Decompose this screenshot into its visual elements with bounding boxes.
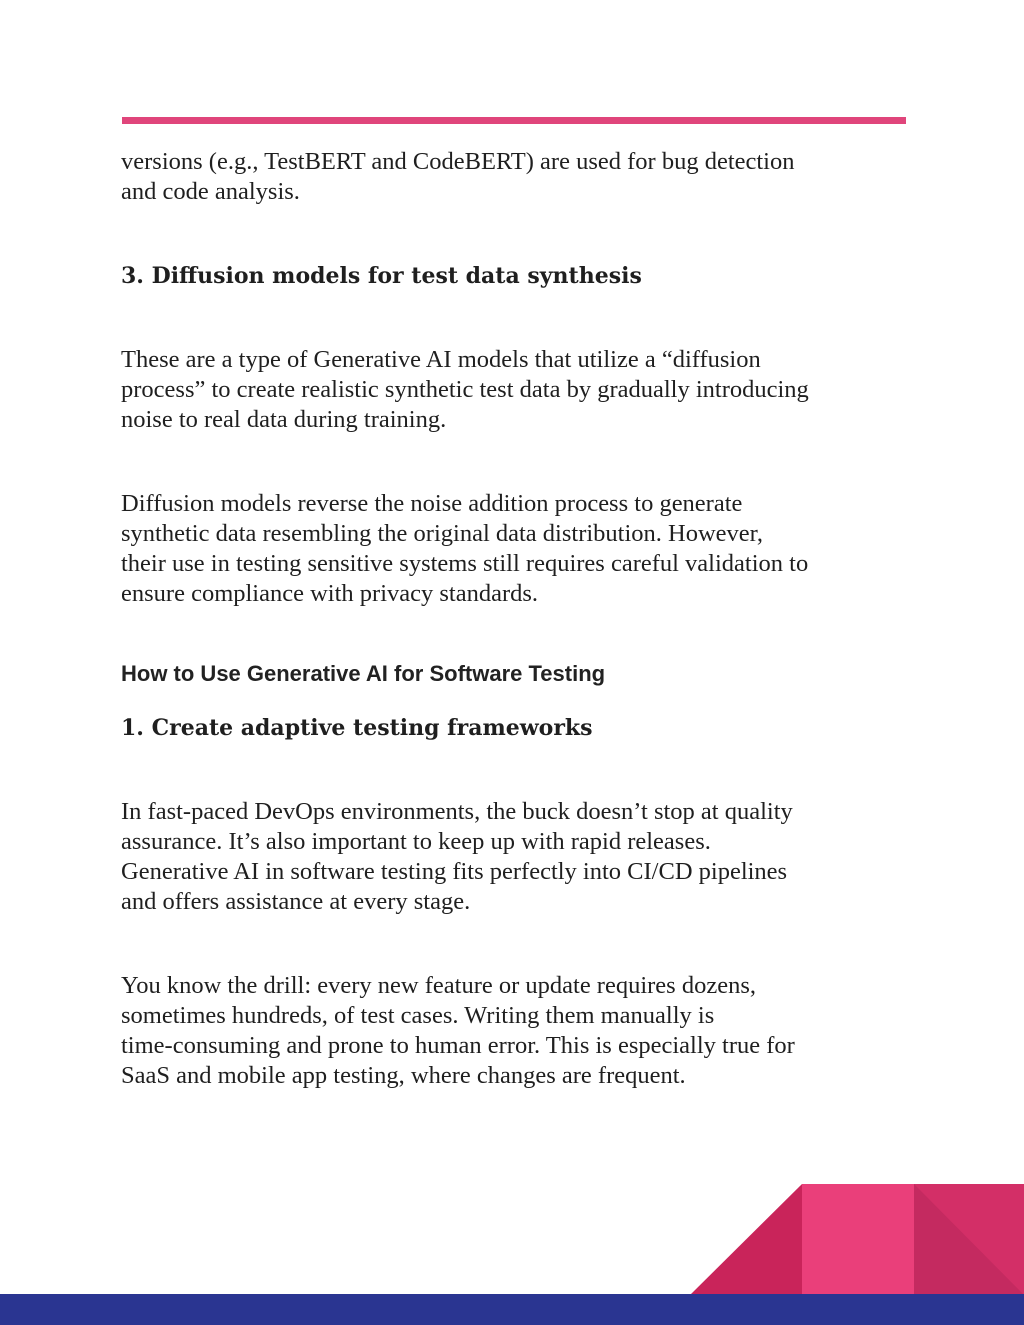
paragraph-line: time-consuming and prone to human error. This is especially true for — [121, 1032, 795, 1059]
paragraph-line: sometimes hundreds, of test cases. Writing them manually is — [121, 1002, 715, 1029]
paragraph-line: In fast-paced DevOps environments, the buck doesn’t stop at quality — [121, 798, 793, 825]
intro-paragraph — [121, 147, 906, 207]
paragraph-line: ensure compliance with privacy standards. — [121, 580, 539, 607]
section-3-paragraph-2 — [121, 489, 906, 609]
subsection-1-heading: 1. Create adaptive testing frameworks — [121, 715, 593, 741]
section-3-paragraph-1 — [121, 345, 906, 435]
intro-line: and code analysis. — [121, 178, 300, 205]
footer-band — [0, 1294, 1024, 1325]
section-3-heading: 3. Diffusion models for test data synthesis — [121, 263, 642, 289]
corner-decoration — [690, 1184, 1024, 1295]
paragraph-line: synthetic data resembling the original data distribution. However, — [121, 520, 763, 547]
paragraph-line: These are a type of Generative AI models that utilize a “diffusion — [121, 346, 761, 373]
intro-line: versions (e.g., TestBERT and CodeBERT) are used for bug detection — [121, 148, 795, 175]
subsection-1-paragraph-2 — [121, 971, 906, 1091]
paragraph-line: Diffusion models reverse the noise addition process to generate — [121, 490, 743, 517]
paragraph-line: You know the drill: every new feature or update requires dozens, — [121, 972, 757, 999]
paragraph-line: their use in testing sensitive systems still requires careful validation to — [121, 550, 809, 577]
top-accent-rule — [122, 117, 906, 124]
paragraph-line: noise to real data during training. — [121, 406, 447, 433]
paragraph-line: process” to create realistic synthetic test data by gradually introducing — [121, 376, 809, 403]
paragraph-line: Generative AI in software testing fits perfectly into CI/CD pipelines — [121, 858, 788, 885]
paragraph-line: assurance. It’s also important to keep up with rapid releases. — [121, 828, 711, 855]
how-to-heading: How to Use Generative AI for Software Testing — [121, 661, 606, 686]
paragraph-line: SaaS and mobile app testing, where changes are frequent. — [121, 1062, 686, 1089]
subsection-1-paragraph-1 — [121, 797, 906, 917]
corner-mid-block — [802, 1184, 914, 1295]
paragraph-line: and offers assistance at every stage. — [121, 888, 471, 915]
